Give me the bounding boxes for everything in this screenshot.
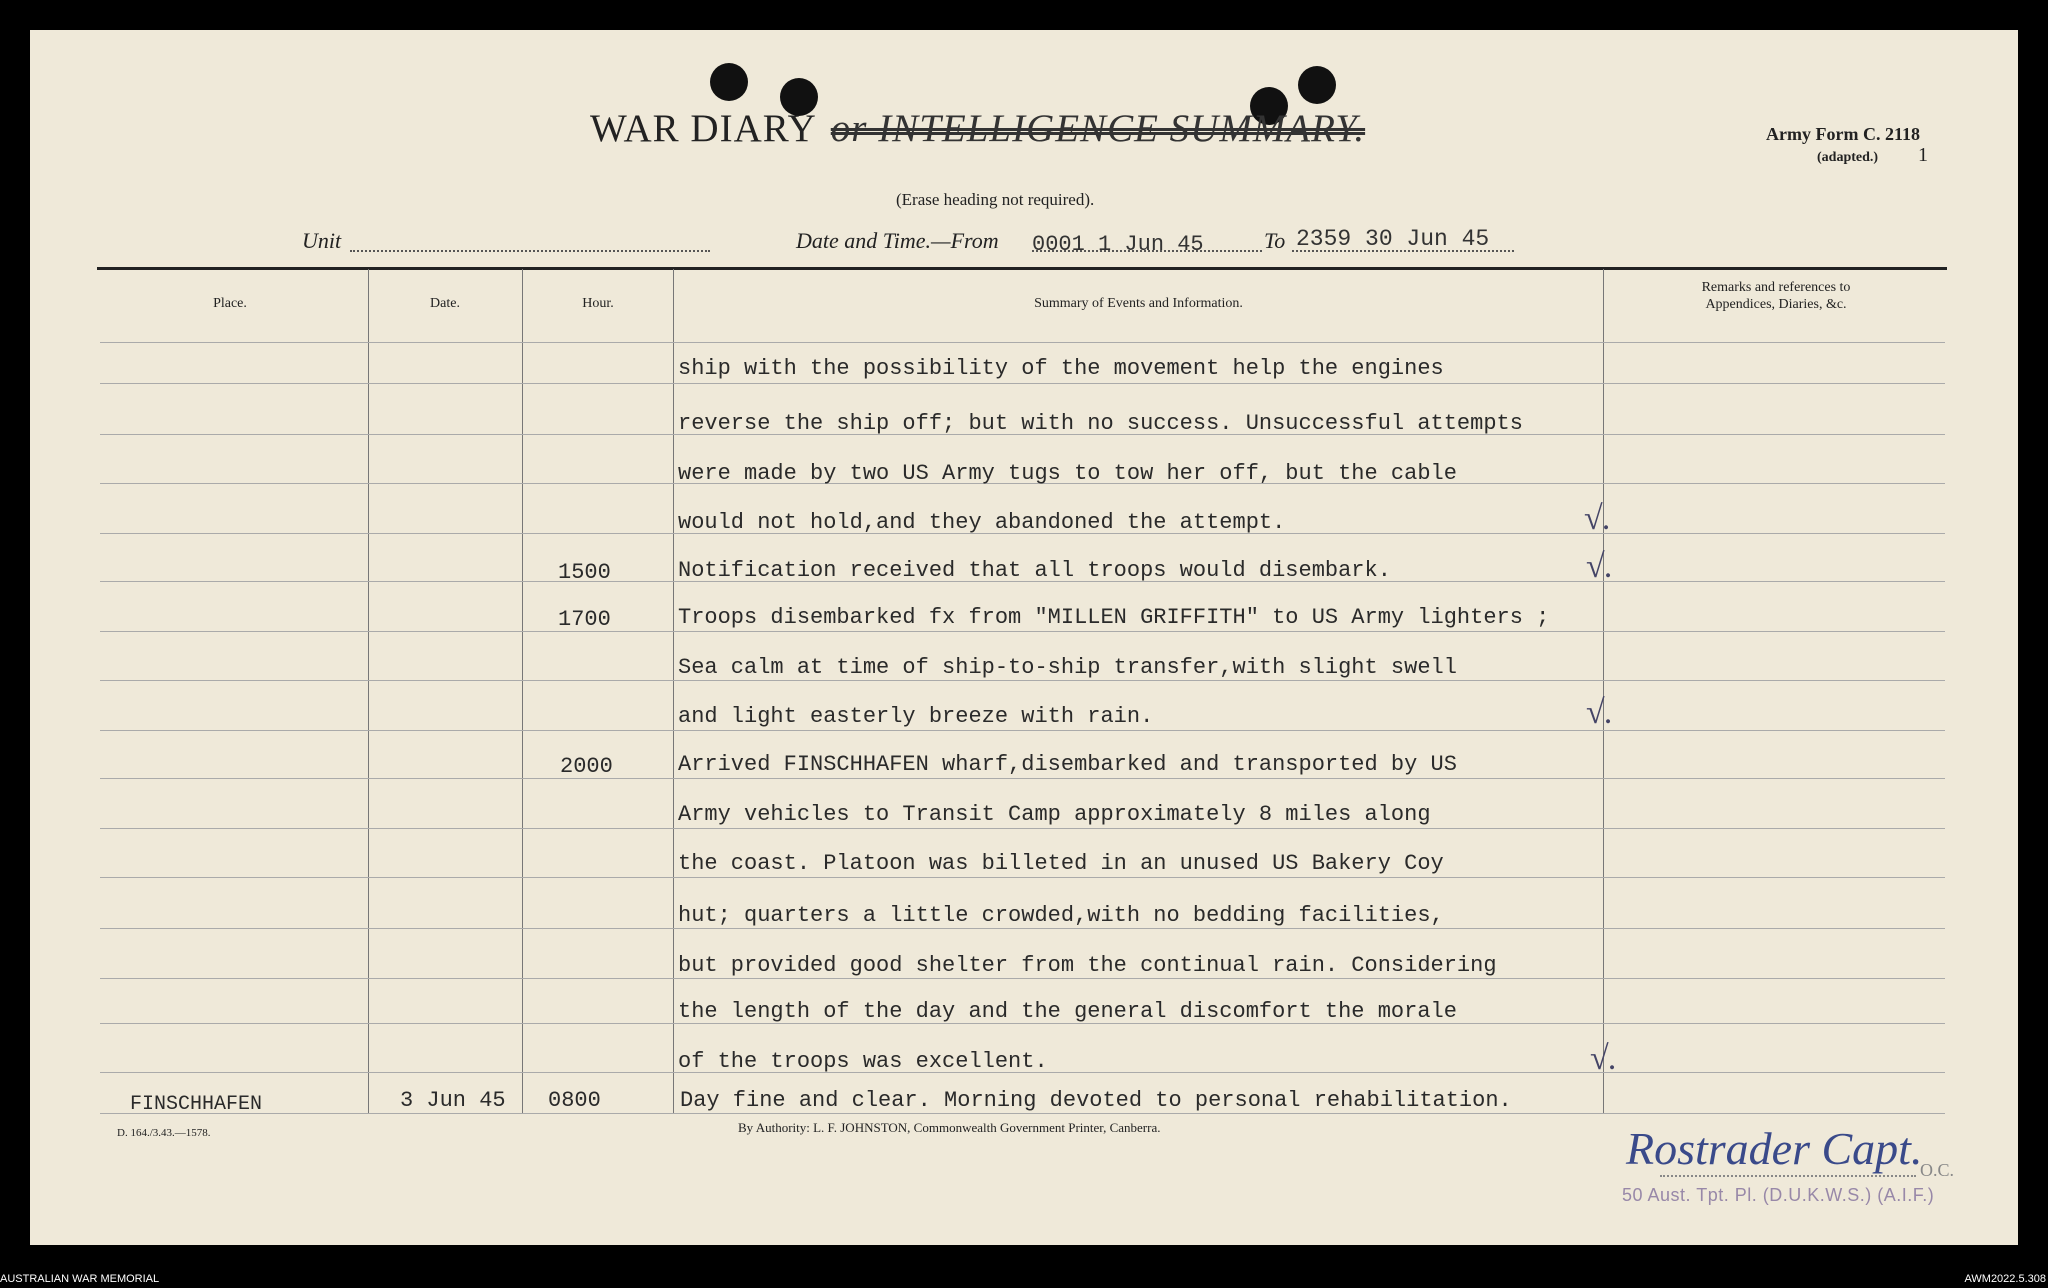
- from-value: 0001 1 Jun 45: [1032, 232, 1204, 257]
- unit-dotted-line: [350, 250, 710, 252]
- army-form-number: Army Form C. 2118: [1766, 124, 1920, 144]
- archive-credit: AUSTRALIAN WAR MEMORIAL: [0, 1273, 160, 1285]
- to-dotted-line: [1292, 250, 1514, 252]
- to-value: 2359 30 Jun 45: [1296, 226, 1490, 252]
- punch-hole: [1298, 66, 1336, 104]
- summary-line: hut; quarters a little crowded,with no bedding facilities,: [678, 903, 1444, 928]
- check-mark: √.: [1584, 500, 1612, 537]
- ruled-line: [100, 342, 1945, 343]
- summary-line: and light easterly breeze with rain.: [678, 704, 1154, 729]
- column-divider: [522, 269, 523, 1113]
- column-header-remarks: [1606, 279, 1946, 313]
- authority-line: By Authority: L. F. JOHNSTON, Commonwealth Government Printer, Canberra.: [738, 1120, 1161, 1135]
- ruled-line: [100, 928, 1945, 929]
- column-header-date: Date.: [430, 296, 460, 311]
- ruled-line: [100, 877, 1945, 878]
- erase-note: (Erase heading not required).: [896, 190, 1095, 209]
- hour-cell: 1700: [558, 607, 611, 632]
- ruled-line: [100, 978, 1945, 979]
- form-title: [590, 106, 1365, 151]
- header-rule: [97, 267, 1947, 270]
- summary-line: would not hold,and they abandoned the attempt.: [678, 510, 1286, 535]
- to-label: To: [1264, 228, 1286, 253]
- column-header-place: Place.: [213, 296, 247, 311]
- summary-line: ship with the possibility of the movement help the engines: [678, 356, 1444, 381]
- print-code: D. 164./3.43.—1578.: [117, 1127, 211, 1139]
- check-mark: √.: [1586, 694, 1614, 731]
- summary-line: Army vehicles to Transit Camp approximately 8 miles along: [678, 802, 1431, 827]
- summary-line: Arrived FINSCHHAFEN wharf,disembarked and transported by US: [678, 752, 1457, 777]
- summary-line: of the troops was excellent.: [678, 1049, 1048, 1074]
- punch-hole: [710, 63, 748, 101]
- summary-line: Day fine and clear. Morning devoted to personal rehabilitation.: [680, 1088, 1512, 1113]
- adapted-mark: 1: [1918, 144, 1928, 166]
- remarks-header-line2: Appendices, Diaries, &c.: [1705, 297, 1847, 312]
- summary-line: Sea calm at time of ship-to-ship transfer,with slight swell: [678, 655, 1457, 680]
- signature-dotted-line: [1660, 1175, 1916, 1177]
- summary-line: the length of the day and the general discomfort the morale: [678, 999, 1457, 1024]
- place-cell: FINSCHHAFEN: [130, 1093, 263, 1116]
- oc-label: O.C.: [1920, 1160, 1955, 1180]
- ruled-line: [100, 778, 1945, 779]
- ruled-line: [100, 680, 1945, 681]
- check-mark: √.: [1586, 548, 1614, 585]
- ruled-line: [100, 1113, 1945, 1114]
- summary-line: Notification received that all troops would disembark.: [678, 558, 1391, 583]
- archive-reference: AWM2022.5.308: [1964, 1273, 2046, 1285]
- summary-line: but provided good shelter from the continual rain. Considering: [678, 953, 1497, 978]
- summary-line: the coast. Platoon was billeted in an unused US Bakery Coy: [678, 851, 1444, 876]
- war-diary-heading: WAR DIARY: [590, 107, 817, 150]
- column-divider: [368, 269, 369, 1113]
- column-divider: [673, 269, 674, 1113]
- adapted-note: (adapted.): [1817, 150, 1879, 165]
- hour-cell: 2000: [560, 754, 613, 779]
- column-header-summary: Summary of Events and Information.: [1034, 296, 1243, 311]
- ruled-line: [100, 828, 1945, 829]
- column-divider: [1603, 269, 1604, 1113]
- erased-heading: or INTELLIGENCE SUMMARY.: [830, 107, 1366, 150]
- hour-cell: 0800: [548, 1088, 601, 1113]
- summary-line: reverse the ship off; but with no success. Unsuccessful attempts: [678, 411, 1523, 436]
- column-header-hour: Hour.: [582, 296, 614, 311]
- signature: Rostrader Capt.: [1626, 1123, 1923, 1174]
- ruled-line: [100, 383, 1945, 384]
- date-cell: 3 Jun 45: [400, 1088, 506, 1113]
- hour-cell: 1500: [558, 560, 611, 585]
- check-mark: √.: [1590, 1040, 1618, 1077]
- ruled-line: [100, 730, 1945, 731]
- remarks-header-line1: Remarks and references to: [1701, 280, 1851, 295]
- ruled-line: [100, 631, 1945, 632]
- unit-stamp: 50 Aust. Tpt. Pl. (D.U.K.W.S.) (A.I.F.): [1622, 1185, 1935, 1205]
- summary-line: were made by two US Army tugs to tow her off, but the cable: [678, 461, 1457, 486]
- summary-line: Troops disembarked fx from "MILLEN GRIFFITH" to US Army lighters ;: [678, 605, 1550, 630]
- date-time-label: Date and Time.—From: [796, 228, 999, 253]
- from-dotted-line: [1032, 250, 1262, 252]
- unit-label: Unit: [302, 228, 342, 253]
